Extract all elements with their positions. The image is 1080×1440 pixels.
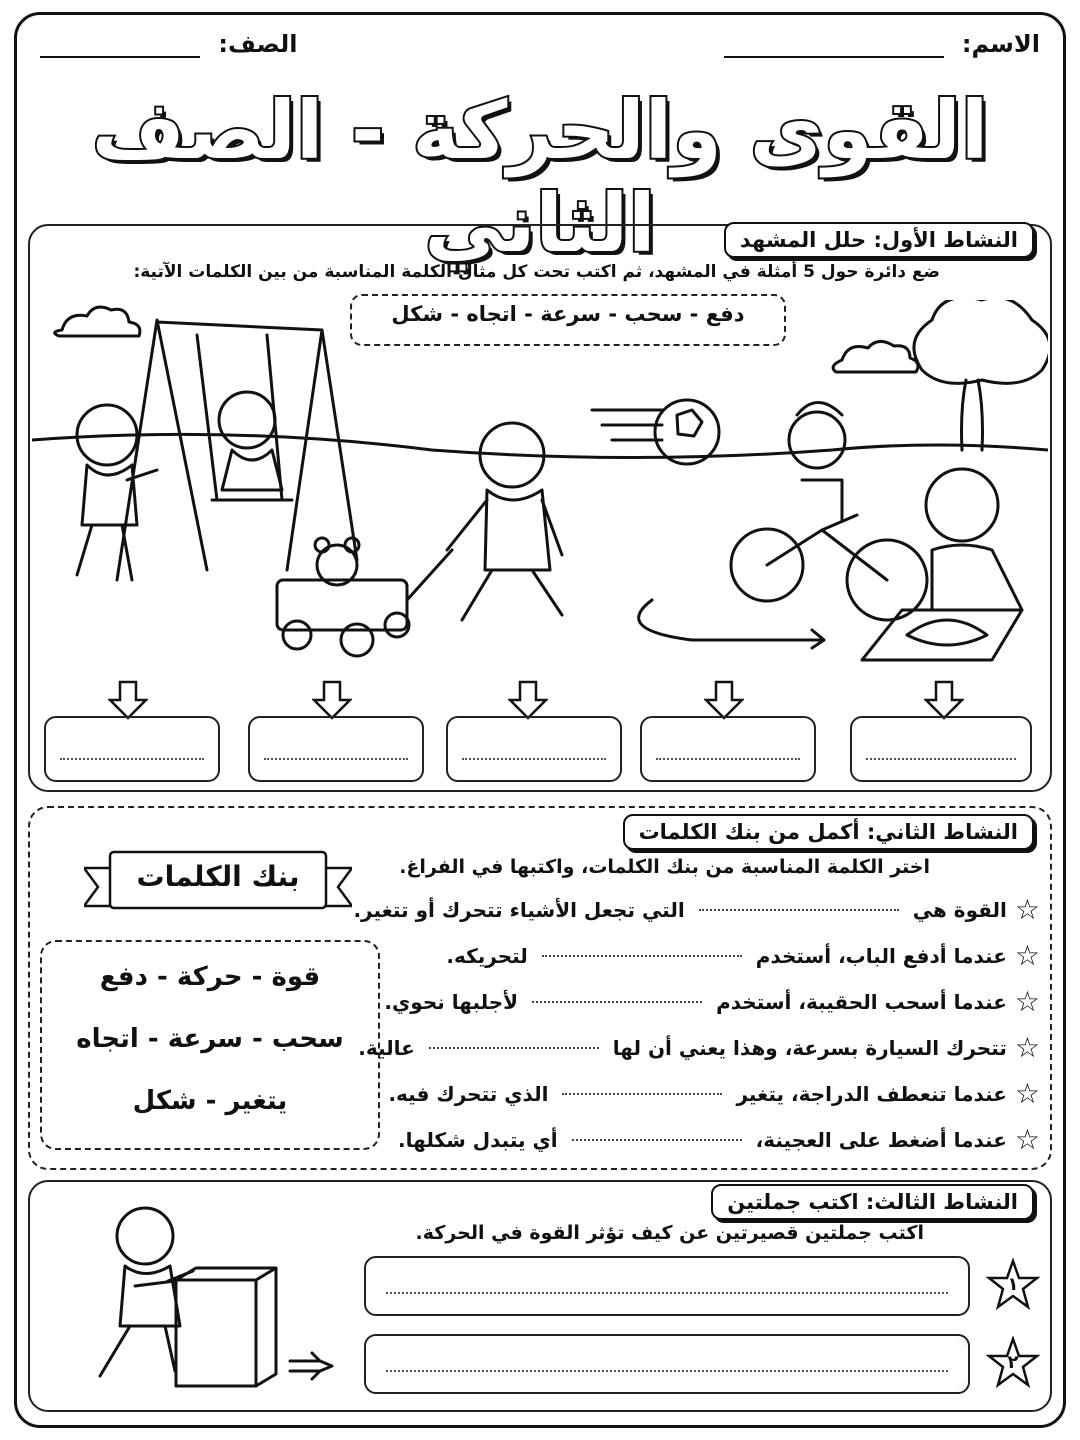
sentence-line-2[interactable] (364, 1334, 970, 1394)
fill-sentence (388, 1077, 1040, 1110)
answer-box-2[interactable] (640, 716, 816, 782)
sentence-line-1[interactable] (364, 1256, 970, 1316)
sentence-before: عندما أدفع الباب، أستخدم (755, 944, 1007, 968)
blank-field[interactable] (542, 955, 742, 957)
soccer-ball-icon (655, 400, 719, 464)
sentence-before: عندما أسحب الحقيبة، أستخدم (716, 990, 1007, 1014)
sentence-after: الذي تتحرك فيه. (388, 1082, 549, 1106)
down-arrow-icon (508, 680, 548, 720)
sentence-after: عالية. (358, 1036, 415, 1060)
fill-sentence (358, 1031, 1040, 1064)
fill-sentence (446, 939, 1040, 972)
down-arrow-icon (704, 680, 744, 720)
blank-field[interactable] (532, 1001, 702, 1003)
name-field[interactable] (724, 30, 1040, 58)
class-field[interactable] (40, 30, 297, 58)
star-icon: ☆ (1014, 1077, 1040, 1110)
sentence-before: القوة هي (912, 898, 1007, 922)
activity1-instruction: ضع دائرة حول 5 أمثلة في المشهد، ثم اكتب تحت كل مثال الكلمة المناسبة من بين الكلمات الآتية: (133, 262, 940, 282)
star-icon: ☆ (1014, 1123, 1040, 1156)
word-bank-row: قوة - حركة - دفع (99, 962, 321, 992)
word-bank-row: يتغير - شكل (132, 1086, 288, 1116)
sentence-after: التي تجعل الأشياء تتحرك أو تتغير. (353, 898, 685, 922)
playground-scene-illustration (32, 300, 1048, 680)
answer-box-1[interactable] (850, 716, 1032, 782)
fill-sentence (384, 985, 1040, 1018)
answer-box-4[interactable] (248, 716, 424, 782)
cloud-icon (55, 307, 140, 336)
sentence-number: ١ (1007, 1274, 1019, 1295)
down-arrow-icon (108, 680, 148, 720)
fill-sentence (398, 1123, 1040, 1156)
star-icon: ☆ (1014, 939, 1040, 972)
sentence-number: ٢ (1007, 1352, 1019, 1373)
sentence-after: لأجلبها نحوي. (384, 990, 519, 1014)
boy-pushing-box-illustration (50, 1196, 350, 1396)
down-arrow-icon (312, 680, 352, 720)
star-icon: ☆ (1014, 1031, 1040, 1064)
girl-on-swing (219, 392, 275, 448)
class-label: الصف: (218, 30, 298, 58)
cloud-icon (833, 341, 918, 372)
activity3-tag: النشاط الثالث: اكتب جملتين (711, 1184, 1034, 1220)
answer-box-5[interactable] (44, 716, 220, 782)
activity2-instruction: اختر الكلمة المناسبة من بنك الكلمات، واكتبها في الفراغ. (399, 856, 930, 878)
activity1-tag: النشاط الأول: حلل المشهد (724, 222, 1034, 258)
sentence-before: تتحرك السيارة بسرعة، وهذا يعني أن لها (612, 1036, 1007, 1060)
blank-field[interactable] (429, 1047, 599, 1049)
activity3-instruction: اكتب جملتين قصيرتين عن كيف تؤثر القوة في الحركة. (415, 1222, 924, 1244)
boy-pressing-dough (926, 469, 998, 541)
star-icon: ☆ (1014, 893, 1040, 926)
sentence-before: عندما تنعطف الدراجة، يتغير (736, 1082, 1007, 1106)
swing-set-icon (117, 320, 357, 580)
name-label: الاسم: (961, 30, 1040, 58)
activity1-word-list: دفع - سحب - سرعة - اتجاه - شكل (350, 294, 786, 346)
fill-sentence (353, 893, 1040, 926)
word-bank-title: بنك الكلمات (136, 860, 300, 893)
sentence-after: لتحريكه. (446, 944, 528, 968)
tree-icon (914, 300, 1048, 450)
sentence-before: عندما أضغط على العجينة، (755, 1128, 1007, 1152)
answer-box-3[interactable] (446, 716, 622, 782)
activity2-tag: النشاط الثاني: أكمل من بنك الكلمات (623, 814, 1034, 850)
star-icon: ☆ (1014, 985, 1040, 1018)
dough-icon (907, 620, 987, 645)
word-bank-box (40, 940, 380, 1150)
child-on-bicycle (789, 412, 845, 468)
blank-field[interactable] (562, 1093, 722, 1095)
blank-field[interactable] (699, 909, 899, 911)
blank-field[interactable] (572, 1139, 742, 1141)
down-arrow-icon (924, 680, 964, 720)
word-bank-row: سحب - سرعة - اتجاه (76, 1024, 344, 1054)
page-title: القوى والحركة - الصف الثاني (91, 84, 989, 270)
sentence-after: أي يتبدل شكلها. (398, 1128, 558, 1152)
